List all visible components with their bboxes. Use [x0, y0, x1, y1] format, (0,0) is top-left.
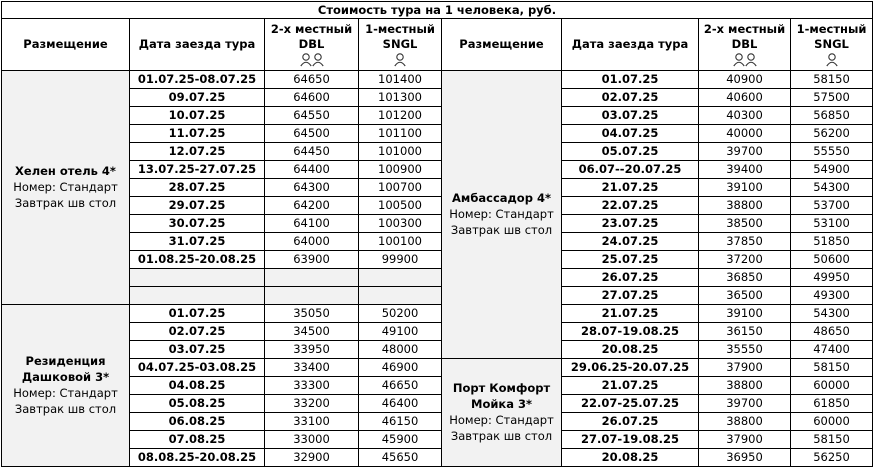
table-row: [2, 341, 873, 359]
sngl-price-cell: 46400: [359, 395, 442, 413]
dbl-price-cell: 35050: [265, 305, 359, 323]
sngl-price-cell: 58150: [791, 431, 873, 449]
table-row: [2, 395, 873, 413]
room-type: Номер: Стандарт: [13, 180, 118, 194]
date-cell: 10.07.25: [130, 107, 265, 125]
sngl-price-cell: 58150: [791, 359, 873, 377]
table-row: [2, 413, 873, 431]
sngl-price-cell: 100500: [359, 197, 442, 215]
table-row: [2, 269, 873, 287]
date-cell: 28.07-19.08.25: [562, 323, 699, 341]
person-icon: [826, 53, 838, 67]
sngl-price-cell: 101000: [359, 143, 442, 161]
dbl-price-cell: 64400: [265, 161, 359, 179]
date-cell: 01.07.25: [562, 71, 699, 89]
dbl-price-cell: 64550: [265, 107, 359, 125]
date-cell: 24.07.25: [562, 233, 699, 251]
table-row: [2, 449, 873, 467]
room-type: Номер: Стандарт: [449, 413, 554, 427]
sngl-price-cell: 50600: [791, 251, 873, 269]
table-row: [2, 377, 873, 395]
dbl-price-cell: 33100: [265, 413, 359, 431]
date-cell: 05.07.25: [562, 143, 699, 161]
dbl-price-cell: 64650: [265, 71, 359, 89]
header-dbl: 2-х местный DBL: [699, 19, 791, 71]
dbl-price-cell: 64300: [265, 179, 359, 197]
dbl-price-cell: 64100: [265, 215, 359, 233]
sngl-price-cell: 54300: [791, 305, 873, 323]
header-placement: Размещение: [2, 19, 130, 71]
dbl-price-cell: 36150: [699, 323, 791, 341]
dbl-price-cell: 33400: [265, 359, 359, 377]
sngl-price-cell: 101400: [359, 71, 442, 89]
hotel-cell: [442, 71, 562, 359]
table-row: [2, 287, 873, 305]
hotel-cell: [2, 305, 130, 467]
date-cell: 28.07.25: [130, 179, 265, 197]
sngl-price-cell: 56850: [791, 107, 873, 125]
sngl-price-cell: 46150: [359, 413, 442, 431]
dbl-price-cell: 33000: [265, 431, 359, 449]
hotel-name-line2: Мойка 3*: [471, 397, 532, 411]
table-row: [2, 125, 873, 143]
room-type: Номер: Стандарт: [13, 386, 118, 400]
dbl-price-cell: 36850: [699, 269, 791, 287]
dbl-price-cell: 38800: [699, 413, 791, 431]
header-date: Дата заезда тура: [130, 19, 265, 71]
table-row: [2, 179, 873, 197]
date-cell: 27.07.25: [562, 287, 699, 305]
date-cell: 25.07.25: [562, 251, 699, 269]
date-cell: 04.07.25-03.08.25: [130, 359, 265, 377]
header-sngl: 1-местный SNGL: [791, 19, 873, 71]
meal-type: Завтрак шв стол: [450, 429, 553, 443]
table-row: [2, 431, 873, 449]
date-cell: 29.06.25-20.07.25: [562, 359, 699, 377]
hotel-name: Амбассадор 4*: [452, 191, 551, 205]
date-cell: 21.07.25: [562, 377, 699, 395]
table-row: [2, 143, 873, 161]
dbl-price-cell: 33200: [265, 395, 359, 413]
table-title: Стоимость тура на 1 человека, руб.: [2, 2, 873, 19]
dbl-price-cell: 39100: [699, 305, 791, 323]
sngl-price-cell: 47400: [791, 341, 873, 359]
sngl-price-cell: 58150: [791, 71, 873, 89]
sngl-price-cell: 48000: [359, 341, 442, 359]
header-placement: Размещение: [442, 19, 562, 71]
sngl-price-cell: 57500: [791, 89, 873, 107]
date-cell: 12.07.25: [130, 143, 265, 161]
tour-price-table: [1, 1, 873, 467]
dbl-price-cell: 63900: [265, 251, 359, 269]
header-date: Дата заезда тура: [562, 19, 699, 71]
sngl-price-cell: 45650: [359, 449, 442, 467]
table-row: [2, 197, 873, 215]
date-cell: 27.07-19.08.25: [562, 431, 699, 449]
date-cell: 29.07.25: [130, 197, 265, 215]
hotel-name-line2: Дашковой 3*: [21, 370, 110, 384]
sngl-price-cell: 101200: [359, 107, 442, 125]
dbl-price-cell: 37900: [699, 359, 791, 377]
dbl-price-cell: 37900: [699, 431, 791, 449]
date-cell: 20.08.25: [562, 449, 699, 467]
date-cell: 01.08.25-20.08.25: [130, 251, 265, 269]
table-row: [2, 323, 873, 341]
sngl-price-cell: 53100: [791, 215, 873, 233]
table-row: [2, 215, 873, 233]
date-cell: 03.07.25: [562, 107, 699, 125]
sngl-price-cell: 99900: [359, 251, 442, 269]
sngl-price-cell: 50200: [359, 305, 442, 323]
hotel-name: Хелен отель 4*: [15, 164, 116, 178]
date-cell: 04.07.25: [562, 125, 699, 143]
dbl-price-cell: 64200: [265, 197, 359, 215]
date-cell: 02.07.25: [130, 323, 265, 341]
dbl-price-cell: 40300: [699, 107, 791, 125]
sngl-price-cell: 49300: [791, 287, 873, 305]
dbl-price-cell: 39400: [699, 161, 791, 179]
dbl-price-cell: 32900: [265, 449, 359, 467]
dbl-price-cell: 38500: [699, 215, 791, 233]
meal-type: Завтрак шв стол: [450, 223, 553, 237]
date-cell: 01.07.25-08.07.25: [130, 71, 265, 89]
dbl-price-cell: 64600: [265, 89, 359, 107]
meal-type: Завтрак шв стол: [14, 402, 117, 416]
sngl-price-cell: 60000: [791, 377, 873, 395]
dbl-price-cell: 40000: [699, 125, 791, 143]
date-cell: [130, 269, 265, 287]
sngl-price-cell: 45900: [359, 431, 442, 449]
table-row: [2, 71, 873, 89]
date-cell: 01.07.25: [130, 305, 265, 323]
hotel-name-line1: Резиденция: [25, 354, 106, 368]
sngl-price-cell: 56250: [791, 449, 873, 467]
date-cell: 20.08.25: [562, 341, 699, 359]
two-persons-icon: [300, 53, 324, 67]
dbl-price-cell: 40600: [699, 89, 791, 107]
table-row: [2, 89, 873, 107]
date-cell: 04.08.25: [130, 377, 265, 395]
sngl-price-cell: 61850: [791, 395, 873, 413]
hotel-cell: [442, 359, 562, 467]
sngl-price-cell: 49100: [359, 323, 442, 341]
sngl-price-cell: 100900: [359, 161, 442, 179]
sngl-price-cell: [359, 287, 442, 305]
date-cell: 09.07.25: [130, 89, 265, 107]
date-cell: 30.07.25: [130, 215, 265, 233]
dbl-price-cell: 38800: [699, 377, 791, 395]
sngl-price-cell: 100300: [359, 215, 442, 233]
date-cell: 13.07.25-27.07.25: [130, 161, 265, 179]
sngl-price-cell: 46650: [359, 377, 442, 395]
dbl-price-cell: 38800: [699, 197, 791, 215]
meal-type: Завтрак шв стол: [14, 196, 117, 210]
dbl-price-cell: 39700: [699, 395, 791, 413]
dbl-price-cell: 39700: [699, 143, 791, 161]
hotel-cell: [2, 71, 130, 305]
date-cell: 22.07-25.07.25: [562, 395, 699, 413]
dbl-price-cell: 64500: [265, 125, 359, 143]
sngl-price-cell: 54900: [791, 161, 873, 179]
table-row: [2, 161, 873, 179]
table-row: [2, 251, 873, 269]
dbl-price-cell: 36500: [699, 287, 791, 305]
sngl-price-cell: 49950: [791, 269, 873, 287]
table-row: [2, 233, 873, 251]
date-cell: 26.07.25: [562, 413, 699, 431]
sngl-price-cell: 100700: [359, 179, 442, 197]
sngl-price-cell: 54300: [791, 179, 873, 197]
dbl-price-cell: 39100: [699, 179, 791, 197]
table-row: [2, 305, 873, 323]
dbl-price-cell: 64000: [265, 233, 359, 251]
sngl-price-cell: 101100: [359, 125, 442, 143]
date-cell: 31.07.25: [130, 233, 265, 251]
dbl-price-cell: 37200: [699, 251, 791, 269]
date-cell: 26.07.25: [562, 269, 699, 287]
two-persons-icon: [733, 53, 757, 67]
sngl-price-cell: 56200: [791, 125, 873, 143]
sngl-price-cell: 101300: [359, 89, 442, 107]
dbl-price-cell: 64450: [265, 143, 359, 161]
date-cell: 06.07--20.07.25: [562, 161, 699, 179]
sngl-price-cell: 53700: [791, 197, 873, 215]
dbl-price-cell: 35550: [699, 341, 791, 359]
date-cell: 21.07.25: [562, 305, 699, 323]
dbl-price-cell: 40900: [699, 71, 791, 89]
sngl-price-cell: 46900: [359, 359, 442, 377]
date-cell: 06.08.25: [130, 413, 265, 431]
date-cell: 22.07.25: [562, 197, 699, 215]
hotel-name-line1: Порт Комфорт: [452, 381, 551, 395]
dbl-price-cell: 33950: [265, 341, 359, 359]
dbl-price-cell: 37850: [699, 233, 791, 251]
room-type: Номер: Стандарт: [449, 207, 554, 221]
person-icon: [394, 53, 406, 67]
date-cell: 08.08.25-20.08.25: [130, 449, 265, 467]
date-cell: 07.08.25: [130, 431, 265, 449]
date-cell: 23.07.25: [562, 215, 699, 233]
dbl-price-cell: 36950: [699, 449, 791, 467]
header-sngl: 1-местный SNGL: [359, 19, 442, 71]
sngl-price-cell: 48650: [791, 323, 873, 341]
sngl-price-cell: 51850: [791, 233, 873, 251]
dbl-price-cell: 33300: [265, 377, 359, 395]
sngl-price-cell: 55550: [791, 143, 873, 161]
header-dbl: 2-х местный DBL: [265, 19, 359, 71]
sngl-price-cell: [359, 269, 442, 287]
date-cell: 21.07.25: [562, 179, 699, 197]
date-cell: 05.08.25: [130, 395, 265, 413]
date-cell: 03.07.25: [130, 341, 265, 359]
dbl-price-cell: [265, 287, 359, 305]
sngl-price-cell: 60000: [791, 413, 873, 431]
table-row: [2, 107, 873, 125]
date-cell: [130, 287, 265, 305]
date-cell: 02.07.25: [562, 89, 699, 107]
dbl-price-cell: 34500: [265, 323, 359, 341]
dbl-price-cell: [265, 269, 359, 287]
date-cell: 11.07.25: [130, 125, 265, 143]
table-row: [2, 359, 873, 377]
sngl-price-cell: 100100: [359, 233, 442, 251]
